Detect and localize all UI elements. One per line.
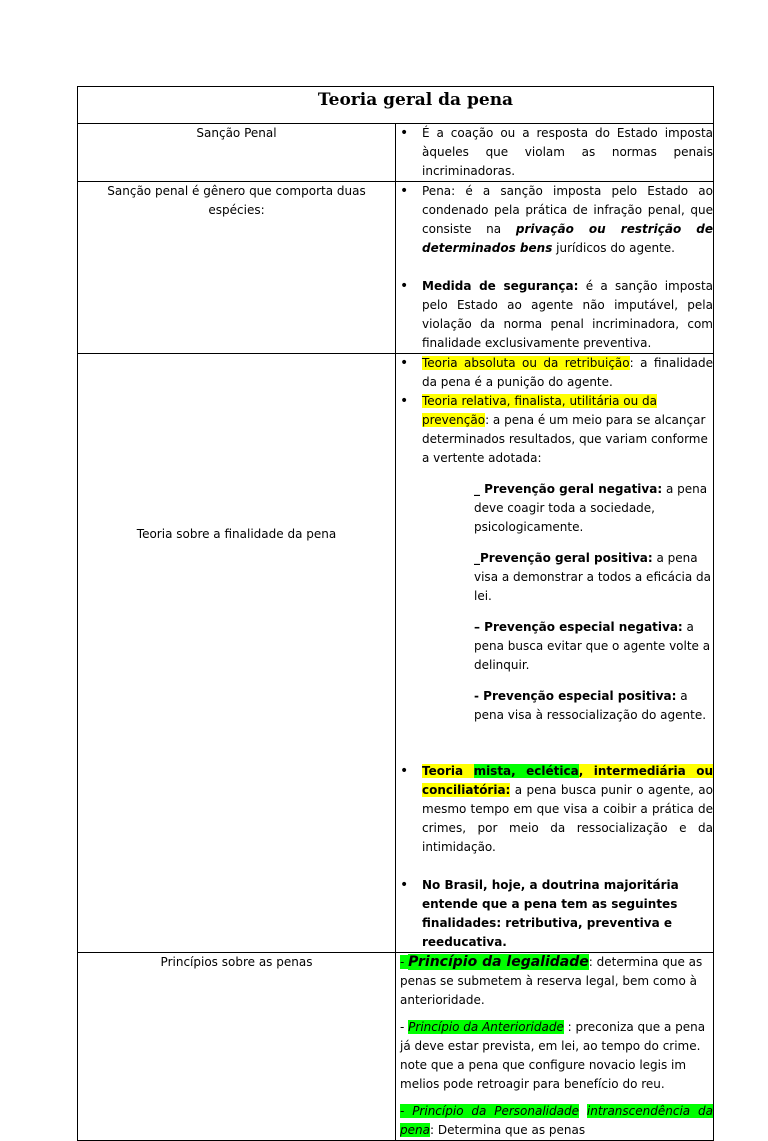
term-medida: Medida de segurança: (422, 279, 579, 293)
row-label (78, 354, 396, 953)
sub-term: _Prevenção geral positiva: (474, 551, 653, 565)
sub-term: - Prevenção especial positiva: (474, 689, 677, 703)
sub-item-2 (396, 549, 713, 606)
row-teoria (78, 354, 714, 953)
list-item-absoluta (396, 354, 713, 392)
label-principios: Princípios sobre as penas (160, 955, 313, 969)
label-genero: Sanção penal é gênero que comporta duas espécies: (107, 184, 366, 217)
document-title: Teoria geral da pena (78, 87, 714, 124)
row-sancao-penal (78, 124, 714, 182)
text-pena-1: é a sanção imposta pelo Estado ao condenado pela prática de infração penal, que consiste na (422, 184, 713, 236)
row-principios (78, 953, 714, 1141)
term-pena: Pena: (422, 184, 456, 198)
text-brasil: No Brasil, hoje, a doutrina majoritária entende que a pena tem as seguintes finalidades: retributiva, preventiva e reeducativa. (422, 878, 679, 949)
text-pena-2: jurídicos do agente. (552, 241, 675, 255)
list-item-relativa (396, 392, 713, 468)
sub-item-4 (396, 687, 713, 725)
text-legalidade: : determina que as penas se submetem à reserva legal, bem como à anterioridade. (400, 955, 703, 1007)
row-label (78, 124, 396, 182)
label-teoria: Teoria sobre a finalidade da pena (136, 527, 337, 541)
term-personalidade: - Princípio da Personalidade (400, 1104, 579, 1118)
label-sancao-penal: Sanção Penal (196, 126, 277, 140)
term-relativa: Teoria relativa, finalista, utilitária ou da prevenção (422, 394, 657, 427)
list-item-brasil (396, 876, 713, 952)
text-personalidade: : Determina que as penas (429, 1123, 586, 1137)
text-relativa: : a pena é um meio para se alcançar determinados resultados, que variam conforme a vertente adotada: (422, 413, 708, 465)
dash: - (400, 1020, 409, 1034)
row-content (396, 354, 714, 953)
list-item-pena (396, 182, 713, 258)
row-content (396, 953, 714, 1141)
title-row (78, 87, 714, 124)
principio-personalidade (400, 1102, 713, 1140)
term-mista-a: Teoria (422, 764, 474, 778)
row-genero (78, 182, 714, 354)
sub-text: a pena visa à ressocialização do agente. (474, 689, 707, 722)
list-item-mista (396, 762, 713, 857)
bullet-list (396, 182, 713, 353)
dash: - (400, 955, 409, 969)
sub-text: a pena deve coagir toda a sociedade, psicologicamente. (474, 482, 708, 534)
sub-text: a pena visa a demonstrar a todos a eficácia da lei. (474, 551, 712, 603)
sub-item-3 (396, 618, 713, 675)
sub-text: a pena busca evitar que o agente volte a delinquir. (474, 620, 711, 672)
bullet-list (396, 124, 713, 181)
bullet-list (396, 354, 713, 468)
principio-anterioridade (400, 1018, 713, 1094)
text-pena-italic: privação ou restrição de determinados bens (422, 222, 714, 255)
row-label (78, 182, 396, 354)
term-absoluta: Teoria absoluta ou da retribuição (422, 356, 630, 370)
row-content (396, 124, 714, 182)
term-intranscendencia: intranscendência da pena (400, 1104, 713, 1137)
term-anterioridade: Princípio da Anterioridade (408, 1020, 564, 1034)
text-medida: é a sanção imposta pelo Estado ao agente não imputável, pela violação da norma penal incriminadora, com finalidade exclusivamente preventiva. (422, 279, 713, 350)
text-anterioridade: : preconiza que a pena já deve estar prevista, em lei, ao tempo do crime. note que a pena que configure novacio legis im melios pode retroagir para benefício do reu. (400, 1020, 706, 1091)
list-item-medida (396, 277, 713, 353)
sub-term: – Prevenção especial negativa: (474, 620, 683, 634)
row-content (396, 182, 714, 354)
text-absoluta: : a finalidade da pena é a punição do agente. (422, 356, 713, 389)
sub-term: _ Prevenção geral negativa: (474, 482, 663, 496)
text-mista: a pena busca punir o agente, ao mesmo tempo em que visa a coibir a prática de crimes, por meio da ressocialização e da intimidação. (422, 783, 713, 854)
term-legalidade: Princípio da legalidade (408, 954, 589, 970)
term-mista-b: mista, eclética (473, 764, 579, 778)
row-label (78, 953, 396, 1141)
sub-item-1 (396, 480, 713, 537)
bullet-list (396, 762, 713, 952)
term-mista-c: , intermediária ou conciliatória: (422, 764, 713, 797)
list-item: • É a coação ou a resposta do Estado imposta àqueles que violam as normas penais incriminadoras. (396, 124, 713, 181)
document-table (77, 86, 714, 1141)
principio-legalidade (400, 953, 713, 1010)
